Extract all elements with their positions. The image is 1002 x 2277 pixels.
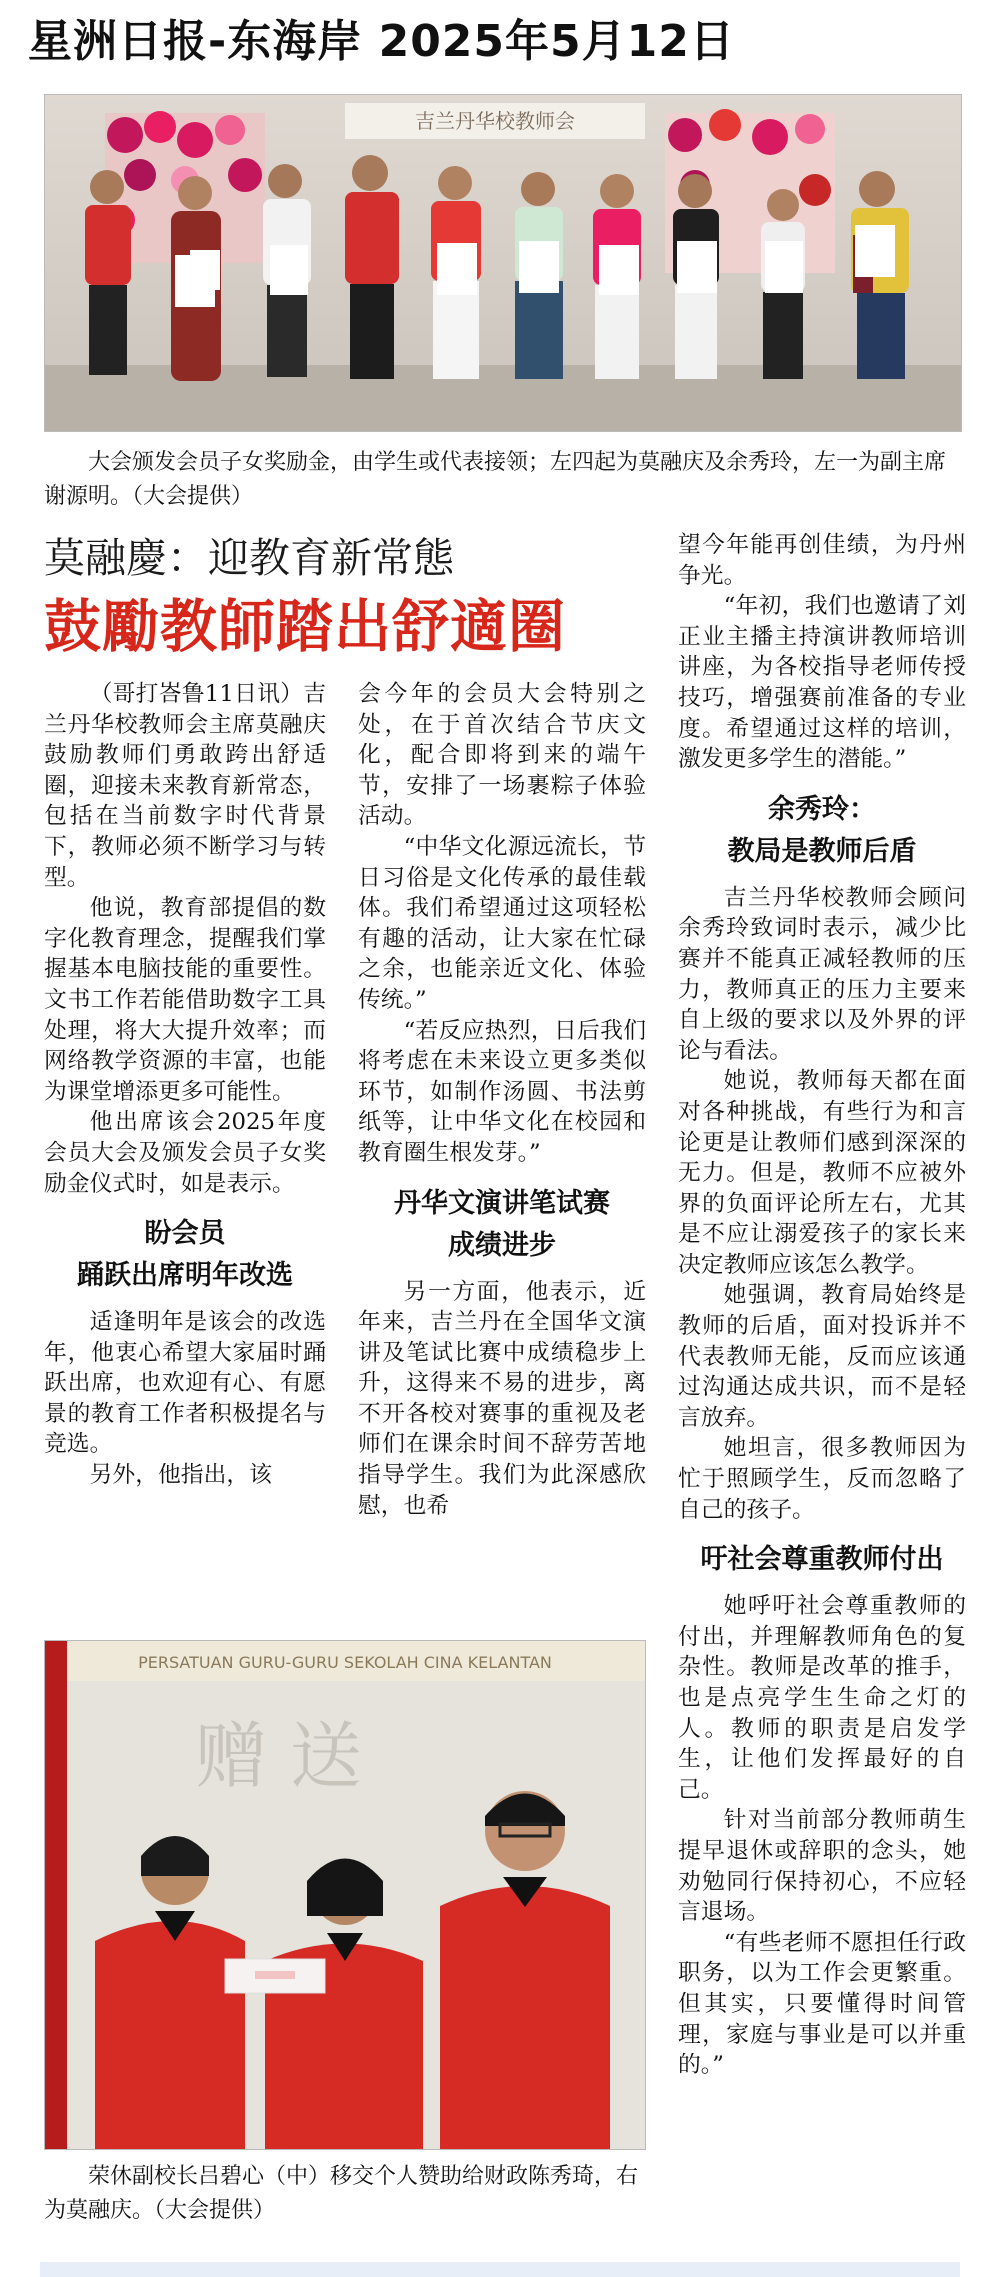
col2-paragraph: “若反应热烈，日后我们将考虑在未来设立更多类似环节，如制作汤圆、书法剪纸等，让中华文化在校园和教育圈生根发芽。” [358, 1017, 646, 1166]
group-photo [44, 94, 962, 432]
subheading-line: 教局是教师后盾 [727, 835, 917, 867]
subheading-line: 成绩进步 [448, 1229, 556, 1261]
subheading-yu-xiuling [678, 789, 966, 873]
headline-main: 鼓勵教師踏出舒適圈 [44, 594, 566, 660]
sponsorship-photo-caption: 荣休副校长吕碧心（中）移交个人赞助给财政陈秀琦，右为莫融庆。（大会提供） [44, 2164, 639, 2223]
col3-paragraph: 她强调，教育局始终是教师的后盾，面对投诉并不代表教师无能，反而应该通过沟通达成共识，而不是轻言放弃。 [678, 1282, 966, 1431]
subheading-respect-teachers: 吁社会尊重教师付出 [700, 1544, 944, 1576]
subheading-competition [358, 1183, 646, 1267]
col3-paragraph: 她呼吁社会尊重教师的付出，并理解教师角色的复杂性。教师是改革的推手，也是点亮学生生命之灯的人。教师的职责是启发学生，让他们发挥最好的自己。 [678, 1593, 966, 1803]
subheading-line: 丹华文演讲笔试赛 [394, 1187, 610, 1219]
subheading-line: 余秀玲： [768, 793, 876, 825]
group-photo-illustration [45, 95, 961, 431]
group-photo-caption: 大会颁发会员子女奖励金，由学生或代表接领；左四起为莫融庆及余秀玲，左一为副主席谢源明。（大会提供） [44, 450, 947, 509]
col2-paragraph: 会今年的会员大会特别之处，在于首次结合节庆文化，配合即将到来的端午节，安排了一场裹粽子体验活动。 [358, 681, 646, 830]
banner-text: PERSATUAN GURU-GURU SEKOLAH CINA KELANTAN [138, 1653, 552, 1672]
col1-paragraph: 另外，他指出，该 [89, 1462, 272, 1489]
article-column-3 [678, 530, 966, 2081]
col3-paragraph: 她坦言，很多教师因为忙于照顾学生，反而忽略了自己的孩子。 [678, 1435, 966, 1523]
subheading-members [44, 1213, 326, 1297]
page-bottom-band [40, 2262, 960, 2277]
col3-paragraph: 她说，教师每天都在面对各种挑战，有些行为和言论更是让教师们感到深深的无力。但是，教师不应被外界的负面评论所左右，尤其是不应让溺爱孩子的家长来决定教师应该怎么教学。 [678, 1068, 966, 1278]
headline-kicker: 莫融慶：迎教育新常態 [44, 534, 454, 582]
col3-paragraph: 针对当前部分教师萌生提早退休或辞职的念头，她劝勉同行保持初心，不应轻言退场。 [678, 1807, 966, 1926]
col1-paragraph: 他出席该会2025年度会员大会及颁发会员子女奖励金仪式时，如是表示。 [44, 1109, 326, 1197]
col1-paragraph: 他说，教育部提倡的数字化教育理念，提醒我们掌握基本电脑技能的重要性。文书工作若能借助数字工具处理，将大大提升效率；而网络教学资源的丰富，也能为课堂增添更多可能性。 [44, 895, 326, 1105]
sponsorship-photo [44, 1640, 646, 2150]
sponsorship-photo-illustration [45, 1641, 645, 2149]
col3-paragraph: “年初，我们也邀请了刘正业主播主持演讲教师培训讲座，为各校指导老师传授技巧，增强赛前准备的专业度。希望通过这样的培训，激发更多学生的潜能。” [678, 593, 966, 773]
col3-paragraph: “有些老师不愿担任行政职务，以为工作会更繁重。但其实，只要懂得时间管理，家庭与事业是可以并重的。” [678, 1929, 966, 2079]
subheading-line: 盼会员 [144, 1218, 226, 1250]
col2-paragraph: “中华文化源远流长，节日习俗是文化传承的最佳载体。我们希望通过这项轻松有趣的活动，让大家在忙碌之余，也能亲近文化、体验传统。” [358, 833, 646, 1013]
article-column-2 [358, 679, 646, 1521]
newspaper-masthead: 星洲日报-东海岸 2025年5月12日 [28, 16, 735, 67]
backdrop-characters: 赠 送 [195, 1714, 362, 1798]
col1-paragraph: 适逢明年是该会的改选年，他衷心希望大家届时踊跃出席，也欢迎有心、有愿景的教育工作者积极提名与竞选。 [44, 1309, 326, 1458]
article-column-1 [44, 679, 326, 1491]
backdrop-sign-text: 吉兰丹华校教师会 [415, 109, 575, 133]
subheading-line: 踊跃出席明年改选 [77, 1260, 293, 1292]
col1-paragraph: （哥打峇鲁11日讯）吉兰丹华校教师会主席莫融庆鼓励教师们勇敢跨出舒适圈，迎接未来教育新常态，包括在当前数字时代背景下，教师必须不断学习与转型。 [44, 681, 326, 891]
col3-paragraph: 吉兰丹华校教师会顾问余秀玲致词时表示，减少比赛并不能真正减轻教师的压力，教师真正的压力主要来自上级的要求以及外界的评论与看法。 [678, 884, 966, 1064]
col2-paragraph: 另一方面，他表示，近年来，吉兰丹在全国华文演讲及笔试比赛中成绩稳步上升，这得来不易的进步，离不开各校对赛事的重视及老师们在课余时间不辞劳苦地指导学生。我们为此深感欣慰，也希 [358, 1278, 646, 1519]
col3-paragraph: 望今年能再创佳绩，为丹州争光。 [678, 532, 966, 589]
